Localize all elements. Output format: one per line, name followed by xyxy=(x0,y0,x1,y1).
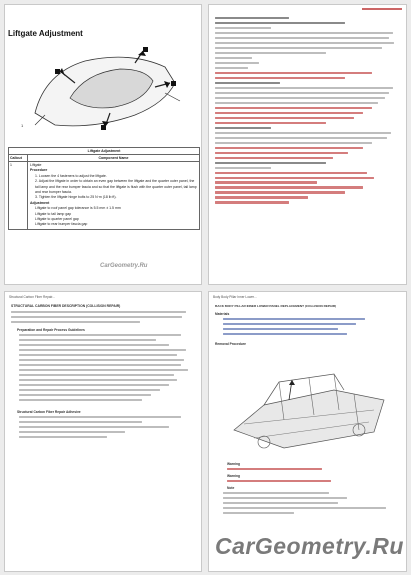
adjustment-1: Liftgate to roof panel gap tolerance is 5.5 mm ± 1.5 mm xyxy=(35,206,121,211)
text-block xyxy=(11,311,195,326)
warning-text xyxy=(227,480,400,485)
page-header: Body Body Pillar Inner Lower... xyxy=(213,295,257,299)
step-3: 3. Tighten the liftgate hinge bolts to 25 N·m (18 lb ft). xyxy=(35,195,117,200)
warning-label: Warning xyxy=(227,462,241,466)
page-header: Structural Carbon Fiber Repair... xyxy=(9,295,55,299)
callout-number: 1 xyxy=(9,162,28,229)
section-heading: Structural Carbon Fiber Repair Adhesive xyxy=(17,410,81,414)
component-name: Liftgate xyxy=(30,163,42,167)
liftgate-illustration xyxy=(15,43,185,131)
document-page-aluminum xyxy=(208,4,407,285)
page-title: BACK BODY PILLAR INNER LOWER PANEL REPLACEMENT (COLLISION REPAIR) xyxy=(215,304,337,308)
step-2: 2. Adjust the liftgate in order to obtain an even gap between the liftgate and the quarter outer panel, the tail lamp and the rear bumper fascia and so that the liftgate is flush with the quarter outer panel, tail lamp and rear bumper fascia. xyxy=(35,179,197,195)
col-callout: Callout xyxy=(9,155,28,161)
warning-label: Warning xyxy=(227,474,241,478)
removal-heading: Removal Procedure xyxy=(215,342,246,346)
liftgate-table xyxy=(8,147,200,230)
col-component: Component Name xyxy=(98,156,129,160)
text-block xyxy=(215,17,400,206)
watermark-large: CarGeometry.Ru xyxy=(215,533,404,559)
bullet-list xyxy=(19,334,195,404)
table-header xyxy=(9,155,199,162)
adjustment-3: Liftgate to quarter panel gap xyxy=(35,217,79,222)
svg-text:1: 1 xyxy=(21,123,24,128)
watermark: CarGeometry.Ru xyxy=(100,263,148,269)
adjustment-4: Liftgate to rear bumper fascia gap xyxy=(35,222,88,227)
adjustment-label: Adjustment xyxy=(30,200,50,205)
materials-list xyxy=(223,318,400,338)
materials-heading: Materials xyxy=(215,312,230,316)
table-caption: Liftgate Adjustment xyxy=(9,148,199,155)
document-page-liftgate xyxy=(4,4,202,285)
step-1: 1. Loosen the 4 fasteners to adjust the liftgate. xyxy=(35,173,107,178)
procedure-label: Procedure xyxy=(30,168,48,173)
page-title: STRUCTURAL CARBON FIBER DESCRIPTION (COLLISION REPAIR) xyxy=(11,304,121,308)
bullet-list xyxy=(19,416,195,441)
table-row xyxy=(9,162,199,229)
section-heading: Preparation and Repair Process Guidelines xyxy=(17,328,85,332)
document-page-carbon-fiber xyxy=(4,291,202,572)
body-frame-illustration xyxy=(224,360,394,460)
note-label: Note xyxy=(227,486,235,490)
adjustment-2: Liftgate to tail lamp gap xyxy=(35,211,72,216)
warning-text xyxy=(227,468,400,473)
procedure-steps xyxy=(223,492,400,517)
page-title: Liftgate Adjustment xyxy=(8,29,83,38)
